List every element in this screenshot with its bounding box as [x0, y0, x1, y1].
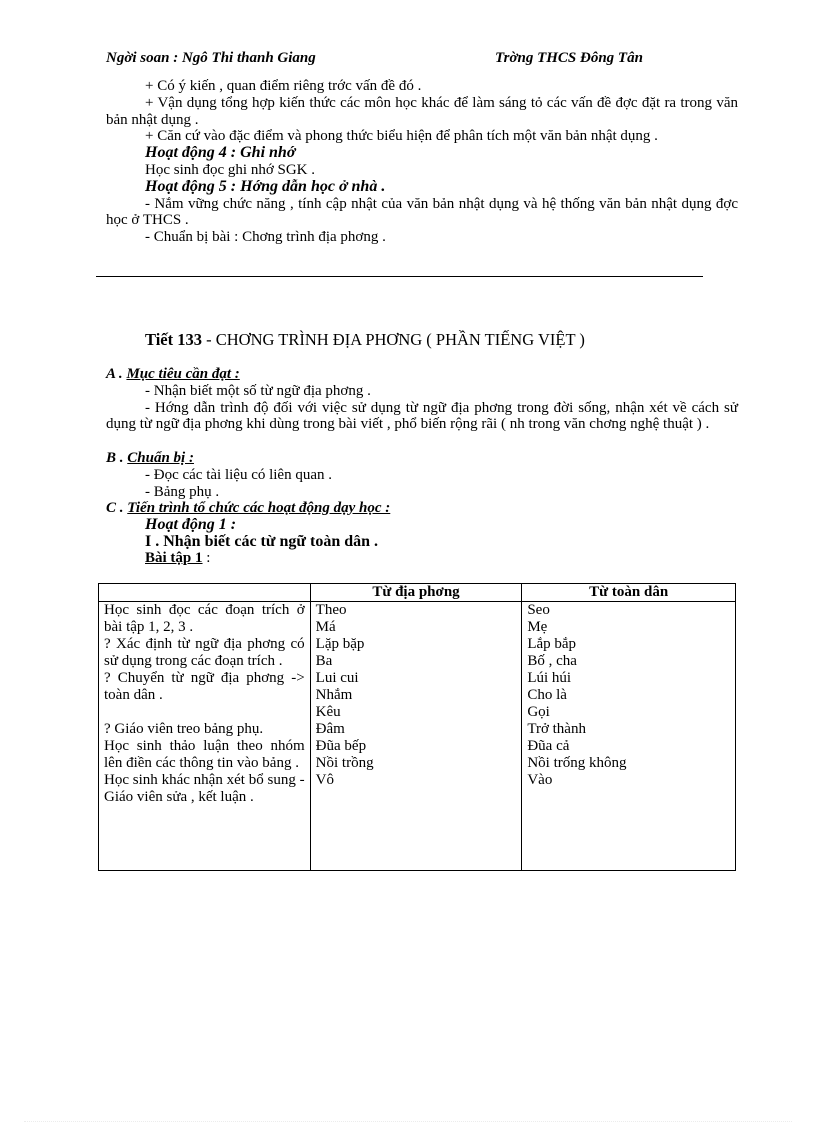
dialect-word: Nồi trồng [315, 755, 374, 771]
dialect-word: Nhắm [315, 687, 353, 703]
lesson-table [98, 583, 736, 871]
standard-word: Nồi trống không [527, 755, 627, 771]
standard-word: Vào [527, 772, 553, 788]
activity-line: ? Xác định từ ngữ địa phơng có sử dụng trong các đoạn trích . [104, 636, 305, 669]
section-a-heading-line [106, 366, 738, 383]
activity5-item1: - Nắm vững chức năng , tính cập nhật của văn bản nhật dụng và hệ thống văn bản nhật dụng đợc học ở THCS . [106, 195, 738, 229]
activity1-heading: Hoạt động 1 : [145, 515, 237, 533]
section-a-heading: Mục tiêu cần đạt : [126, 366, 240, 382]
top-section [106, 78, 738, 246]
section-b-item2: - Bảng phụ . [145, 483, 220, 500]
dialect-word: Đũa bếp [315, 738, 367, 754]
section-b-label: B . [106, 450, 124, 466]
activity-line: Học sinh đọc các đoạn trích ở bài tập 1, 2, 3 . [104, 602, 305, 635]
section-a-item1: - Nhận biết một số từ ngữ địa phơng . [145, 382, 371, 399]
standard-word: Mẹ [527, 619, 548, 635]
header-standard: Từ toàn dân [522, 584, 736, 602]
table-row [99, 602, 736, 871]
standard-word: Lắp bắp [527, 636, 577, 652]
section-c-heading-line [106, 500, 738, 517]
standard-word: Cho là [527, 687, 567, 703]
activity-line: ? Giáo viên treo bảng phụ. [104, 721, 264, 737]
exercise-label: Bài tập 1 [145, 550, 203, 567]
activity-line: Học sinh khác nhận xét bổ sung - Giáo viên sửa , kết luận . [104, 772, 305, 805]
lesson-title [145, 330, 585, 350]
header-empty [99, 584, 311, 602]
dialect-words-cell [310, 602, 522, 871]
section-b-heading-line [106, 450, 738, 467]
activity4-text: Học sinh đọc ghi nhớ SGK . [145, 161, 316, 178]
part1-heading: I . Nhận biết các từ ngữ toàn dân . [145, 532, 379, 550]
exercise-line [106, 550, 738, 567]
standard-word: Bố , cha [527, 653, 577, 669]
title-text: CHƠNG TRÌNH ĐỊA PHƠNG ( PHẦN TIẾNG VIỆT ) [215, 330, 585, 349]
activity-line: Học sinh thảo luận theo nhóm lên điền các thông tin vào bảng . [104, 738, 305, 771]
author-line: Ngời soan : Ngô Thi thanh Giang [106, 50, 316, 66]
section-b-item1: - Đọc các tài liệu có liên quan . [145, 466, 333, 483]
activity5-item2: - Chuẩn bị bài : Chơng trình địa phơng . [145, 229, 386, 246]
dialect-word: Má [315, 619, 336, 635]
section-c-label: C . [106, 500, 124, 516]
standard-words-cell [522, 602, 736, 871]
standard-word: Lúi húi [527, 670, 572, 686]
bullet-knowledge: + Vận dụng tổng hợp kiến thức các môn học khác để làm sáng tỏ các vấn đề đợc đặt ra trong văn bản nhật dụng . [106, 94, 738, 128]
activity-line: ? Chuyển từ ngữ địa phơng -> toàn dân . [104, 670, 305, 703]
dialect-word: Theo [315, 602, 347, 618]
dialect-word: Ba [315, 653, 333, 669]
activity-spacer [104, 704, 305, 721]
school-name: Trờng THCS Đông Tân [495, 50, 643, 66]
section-a-item2: - Hớng dẫn trình độ đối với việc sử dụng từ ngữ địa phơng trong đời sống, nhận xét về cách sử dụng từ ngữ địa phơng khi dùng trong bài viết , phổ biến rộng rãi ( nh trong văn chơng nghệ thuật ) . [106, 399, 738, 433]
standard-word: Gọi [527, 704, 550, 720]
section-b [106, 450, 738, 500]
exercise-suffix: : [202, 550, 211, 567]
standard-word: Seo [527, 602, 550, 618]
table-header-row [99, 584, 736, 602]
activity5-heading: Hoạt động 5 : Hớng dẫn học ở nhà . [145, 177, 386, 195]
page-bottom-edge [24, 1121, 792, 1122]
bullet-analysis: + Căn cứ vào đặc điểm và phong thức biểu hiện để phân tích một văn bản nhật dụng . [145, 128, 658, 145]
dialect-word: Đâm [315, 721, 345, 737]
section-c [106, 500, 738, 567]
section-a [106, 366, 738, 433]
bullet-opinion: + Có ý kiến , quan điểm riêng trớc vấn đề đó . [145, 78, 422, 94]
standard-word: Trở thành [527, 721, 586, 737]
section-c-heading: Tiến trình tổ chức các hoạt động dạy học : [127, 500, 391, 516]
dialect-word: Lặp bặp [315, 636, 365, 652]
activity4-heading: Hoạt động 4 : Ghi nhớ [145, 144, 296, 162]
standard-word: Đũa cả [527, 738, 570, 754]
dialect-word: Vô [315, 772, 335, 788]
dialect-word: Lui cui [315, 670, 359, 686]
period-number: Tiết 133 [145, 330, 202, 349]
section-a-label: A . [106, 366, 123, 382]
section-divider [96, 276, 703, 277]
teacher-student-activities [99, 602, 311, 871]
dialect-word: Kêu [315, 704, 341, 720]
header-dialect: Từ địa phơng [310, 584, 522, 602]
page-header [106, 50, 746, 70]
title-dash: - [202, 330, 216, 349]
section-b-heading: Chuẩn bị : [127, 450, 194, 466]
